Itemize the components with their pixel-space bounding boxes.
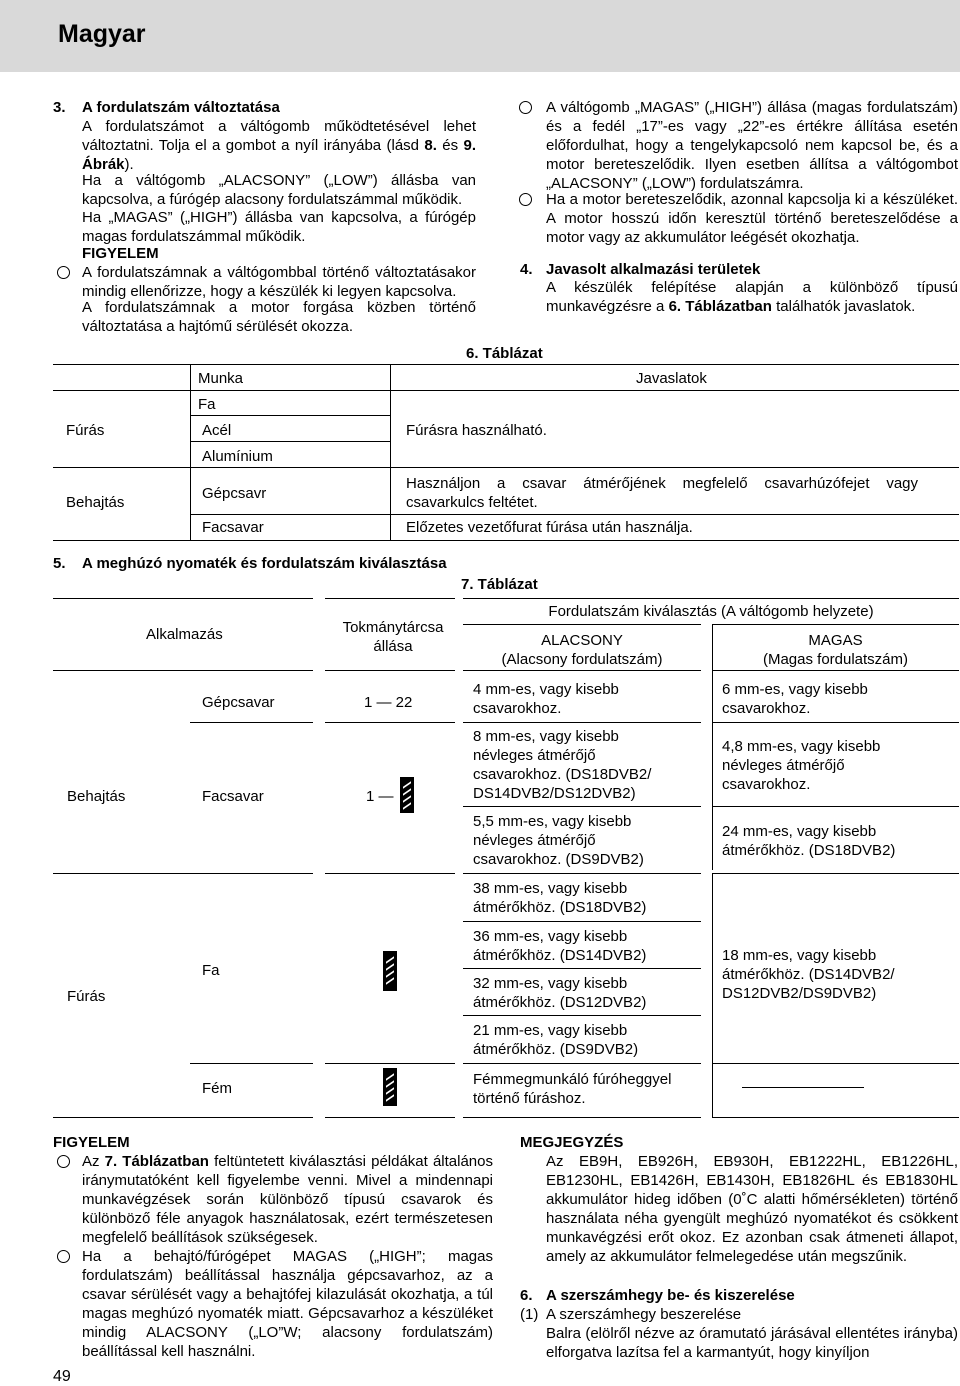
table-7-header-high: MAGAS — [808, 632, 863, 649]
table-7-low-cell: 5,5 mm-es, vagy kisebb névleges átmérőjő csavarokhoz. (DS9DVB2) — [473, 813, 644, 868]
drill-bit-icon — [400, 777, 414, 813]
table-6-cell: Alumínium — [202, 448, 273, 465]
caution-bullet-a: Az 7. Táblázatban feltüntetett kiválasztási példákat általános iránymutatóként kell figyelembe venni. Mivel a mindennapi munkavégzések során különböző típusú csavarok és különböző féle anyagok használatosak, ezért természetesen megfelelő beállítások szükségesek. — [82, 1153, 493, 1246]
note-title: MEGJEGYZÉS — [520, 1134, 624, 1151]
table-7-low-cell: 36 mm-es, vagy kisebb átmérőkhöz. (DS14DVB2) — [473, 928, 647, 964]
section-4-number: 4. — [520, 261, 533, 278]
table-7-cell: Facsavar — [202, 788, 264, 805]
section-6-sub-title: A szerszámhegy beszerelése — [546, 1306, 742, 1323]
table-7-low-cell: 21 mm-es, vagy kisebb átmérőkhöz. (DS9DVB2) — [473, 1022, 639, 1058]
caution-heading: FIGYELEM — [82, 245, 159, 262]
table-7-header-application: Alkalmazás — [146, 626, 223, 643]
right-bullet-2: A váltógomb „MAGAS” („HIGH”) állása (magas fordulatszám) és a fedél „17”-es vagy „22”-es értékre állítása esetén előfordulhat, hogy a tengelykapcsoló nem kapcsol be, és a motor bereteszelődik. Ilyen esetben állítsa a váltógombot „ALACSONY” („LOW”) fordulatszámra. — [546, 99, 958, 192]
table-7-high-cell: 18 mm-es, vagy kisebb átmérőkhöz. (DS14DVB2/ DS12DVB2/DS9DVB2) — [722, 947, 895, 1002]
caution-heading-2: FIGYELEM — [53, 1134, 130, 1151]
section-4-title: Javasolt alkalmazási területek — [546, 261, 761, 278]
table-6-cell: Előzetes vezetőfurat fúrása után használja. — [406, 519, 693, 536]
table-7-header-low: ALACSONY — [541, 632, 623, 649]
section-3-number: 3. — [53, 99, 66, 116]
section-3-para-2: Ha a váltógomb „ALACSONY” („LOW”) állásba van kapcsolva, a fúrógép alacsony fordulatszámmal működik. — [82, 172, 476, 208]
table-6-cell: Acél — [202, 422, 232, 439]
drill-bit-icon — [383, 951, 397, 991]
page-number: 49 — [53, 1368, 71, 1385]
table-7-low-cell: 4 mm-es, vagy kisebb csavarokhoz. — [473, 681, 619, 717]
section-5-title: A meghúzó nyomaték és fordulatszám kiválasztása — [82, 555, 447, 572]
section-3-para-3: Ha „MAGAS” („HIGH”) állásba van kapcsolva, a fúrógép magas fordulatszámmal működik. — [82, 209, 476, 245]
table-7-low-cell: 32 mm-es, vagy kisebb átmérőkhöz. (DS12DVB2) — [473, 975, 647, 1011]
table-6-cell: Fa — [198, 396, 216, 413]
table-6-cell: Fúrás — [66, 422, 105, 439]
table-7-header-high-sub: (Magas fordulatszám) — [762, 651, 909, 668]
table-7-cell: 1 — 22 — [364, 694, 413, 711]
right-bullet-3: Ha a motor bereteszelődik, azonnal kapcsolja ki a készüléket. A motor hosszú időn keresztül történő bereteszelődése a motor vagy az akkumulátor leégését okozhatja. — [546, 191, 958, 246]
section-3-para-1: A fordulatszámot a váltógomb működtetésével lehet változtatni. Tolja el a gombot a nyíl irányába (lásd 8. és 9. Ábrák). — [82, 118, 476, 173]
table-7-cell: Behajtás — [67, 788, 126, 805]
table-6-cell: Fúrásra használható. — [406, 422, 547, 439]
table-7-low-cell: 8 mm-es, vagy kisebb névleges átmérőjő csavarokhoz. (DS18DVB2/ DS14DVB2/DS12DVB2) — [473, 728, 652, 802]
table-6-cell: Behajtás — [66, 494, 125, 511]
table-7-high-cell: 6 mm-es, vagy kisebb csavarokhoz. — [722, 681, 868, 717]
table-7-header-low-sub: (Alacsony fordulatszám) — [501, 651, 663, 668]
bullet-circle-icon — [519, 193, 532, 206]
bullet-circle-icon — [57, 1250, 70, 1263]
table-7-cell: Fa — [202, 962, 220, 979]
table-7-cell: Gépcsavar — [202, 694, 275, 711]
page-title: Magyar — [58, 20, 146, 48]
table-6-caption: 6. Táblázat — [466, 345, 543, 362]
caution-bullet-b: Ha a behajtó/fúrógépet MAGAS („HIGH”; magas fordulatszám) beállítással használja gépcsavarhoz, az a csavar sérülését vagy a behajtófej kilazulását okozhatja, a túl magas meghúzó nyomaték miatt. Gépcsavarhoz a készüléket mindig ALACSONY („LO”W; alacsony fordulatszám) beállítással kell használni. — [82, 1248, 493, 1360]
section-4-text: A készülék felépítése alapján a különböző típusú munkavégzésre a 6. Táblázatban találhatók javaslatok. — [546, 279, 958, 315]
section-6-number: 6. — [520, 1287, 533, 1304]
section-6-title: A szerszámhegy be- és kiszerelése — [546, 1287, 795, 1304]
table-7-caption: 7. Táblázat — [461, 576, 538, 593]
section-5-number: 5. — [53, 555, 66, 572]
table-6-header-recommendations: Javaslatok — [636, 370, 707, 387]
table-7-cell: Fém — [202, 1080, 232, 1097]
table-7-header-speed: Fordulatszám kiválasztás (A váltógomb helyzete) — [548, 603, 874, 620]
bullet-circle-icon — [57, 1155, 70, 1168]
table-7-header-chuck: Tokmánytárcsa állása — [342, 619, 444, 655]
table-7-low-cell: Fémmegmunkáló fúróheggyel történő fúráshoz. — [473, 1071, 672, 1107]
table-6-cell: Használjon a csavar átmérőjének megfelelő csavarhúzófejet vagy csavarkulcs feltétet. — [406, 475, 918, 511]
caution-bullet-1b: A fordulatszámnak a motor forgása közben történő változtatása a hajtómű sérülését okozza. — [82, 299, 476, 335]
table-7-cell: Fúrás — [67, 988, 106, 1005]
section-3-title: A fordulatszám változtatása — [82, 99, 280, 116]
table-7-high-cell: 4,8 mm-es, vagy kisebb névleges átmérőjő csavarokhoz. — [722, 738, 881, 793]
section-6-sub-number: (1) — [520, 1306, 539, 1323]
table-6-cell: Facsavar — [202, 519, 264, 536]
bullet-circle-icon — [519, 101, 532, 114]
section-6-text: Balra (elölről nézve az óramutató járásával ellentétes irányba) elforgatva lazítsa fel a karmantyút, hogy kinyíljon — [546, 1325, 958, 1361]
table-6-cell: Gépcsavr — [202, 485, 267, 502]
drill-bit-icon — [383, 1068, 397, 1106]
table-7-high-cell: 24 mm-es, vagy kisebb átmérőkhöz. (DS18DVB2) — [722, 823, 896, 859]
note-text: Az EB9H, EB926H, EB930H, EB1222HL, EB1226HL, EB1230HL, EB1426H, EB1430H, EB1826HL és EB1830HL akkumulátor hideg időben (0˚C alatti hőmérsékleten) történő használata néha gyengült meghúzó nyomatékot és csökkent munkavégzési erőt okoz. Ez azonban csak átmeneti állapot, amely az akkumulátor felmelegedése után megszűnik. — [546, 1153, 958, 1265]
caution-bullet-1: A fordulatszámnak a váltógombbal történő változtatásakor mindig ellenőrizze, hogy a készülék ki legyen kapcsolva. — [82, 264, 476, 300]
table-7-cell: 1 — — [366, 788, 394, 805]
table-6-header-work: Munka — [198, 370, 244, 387]
bullet-circle-icon — [57, 266, 70, 279]
table-7-low-cell: 38 mm-es, vagy kisebb átmérőkhöz. (DS18DVB2) — [473, 880, 647, 916]
